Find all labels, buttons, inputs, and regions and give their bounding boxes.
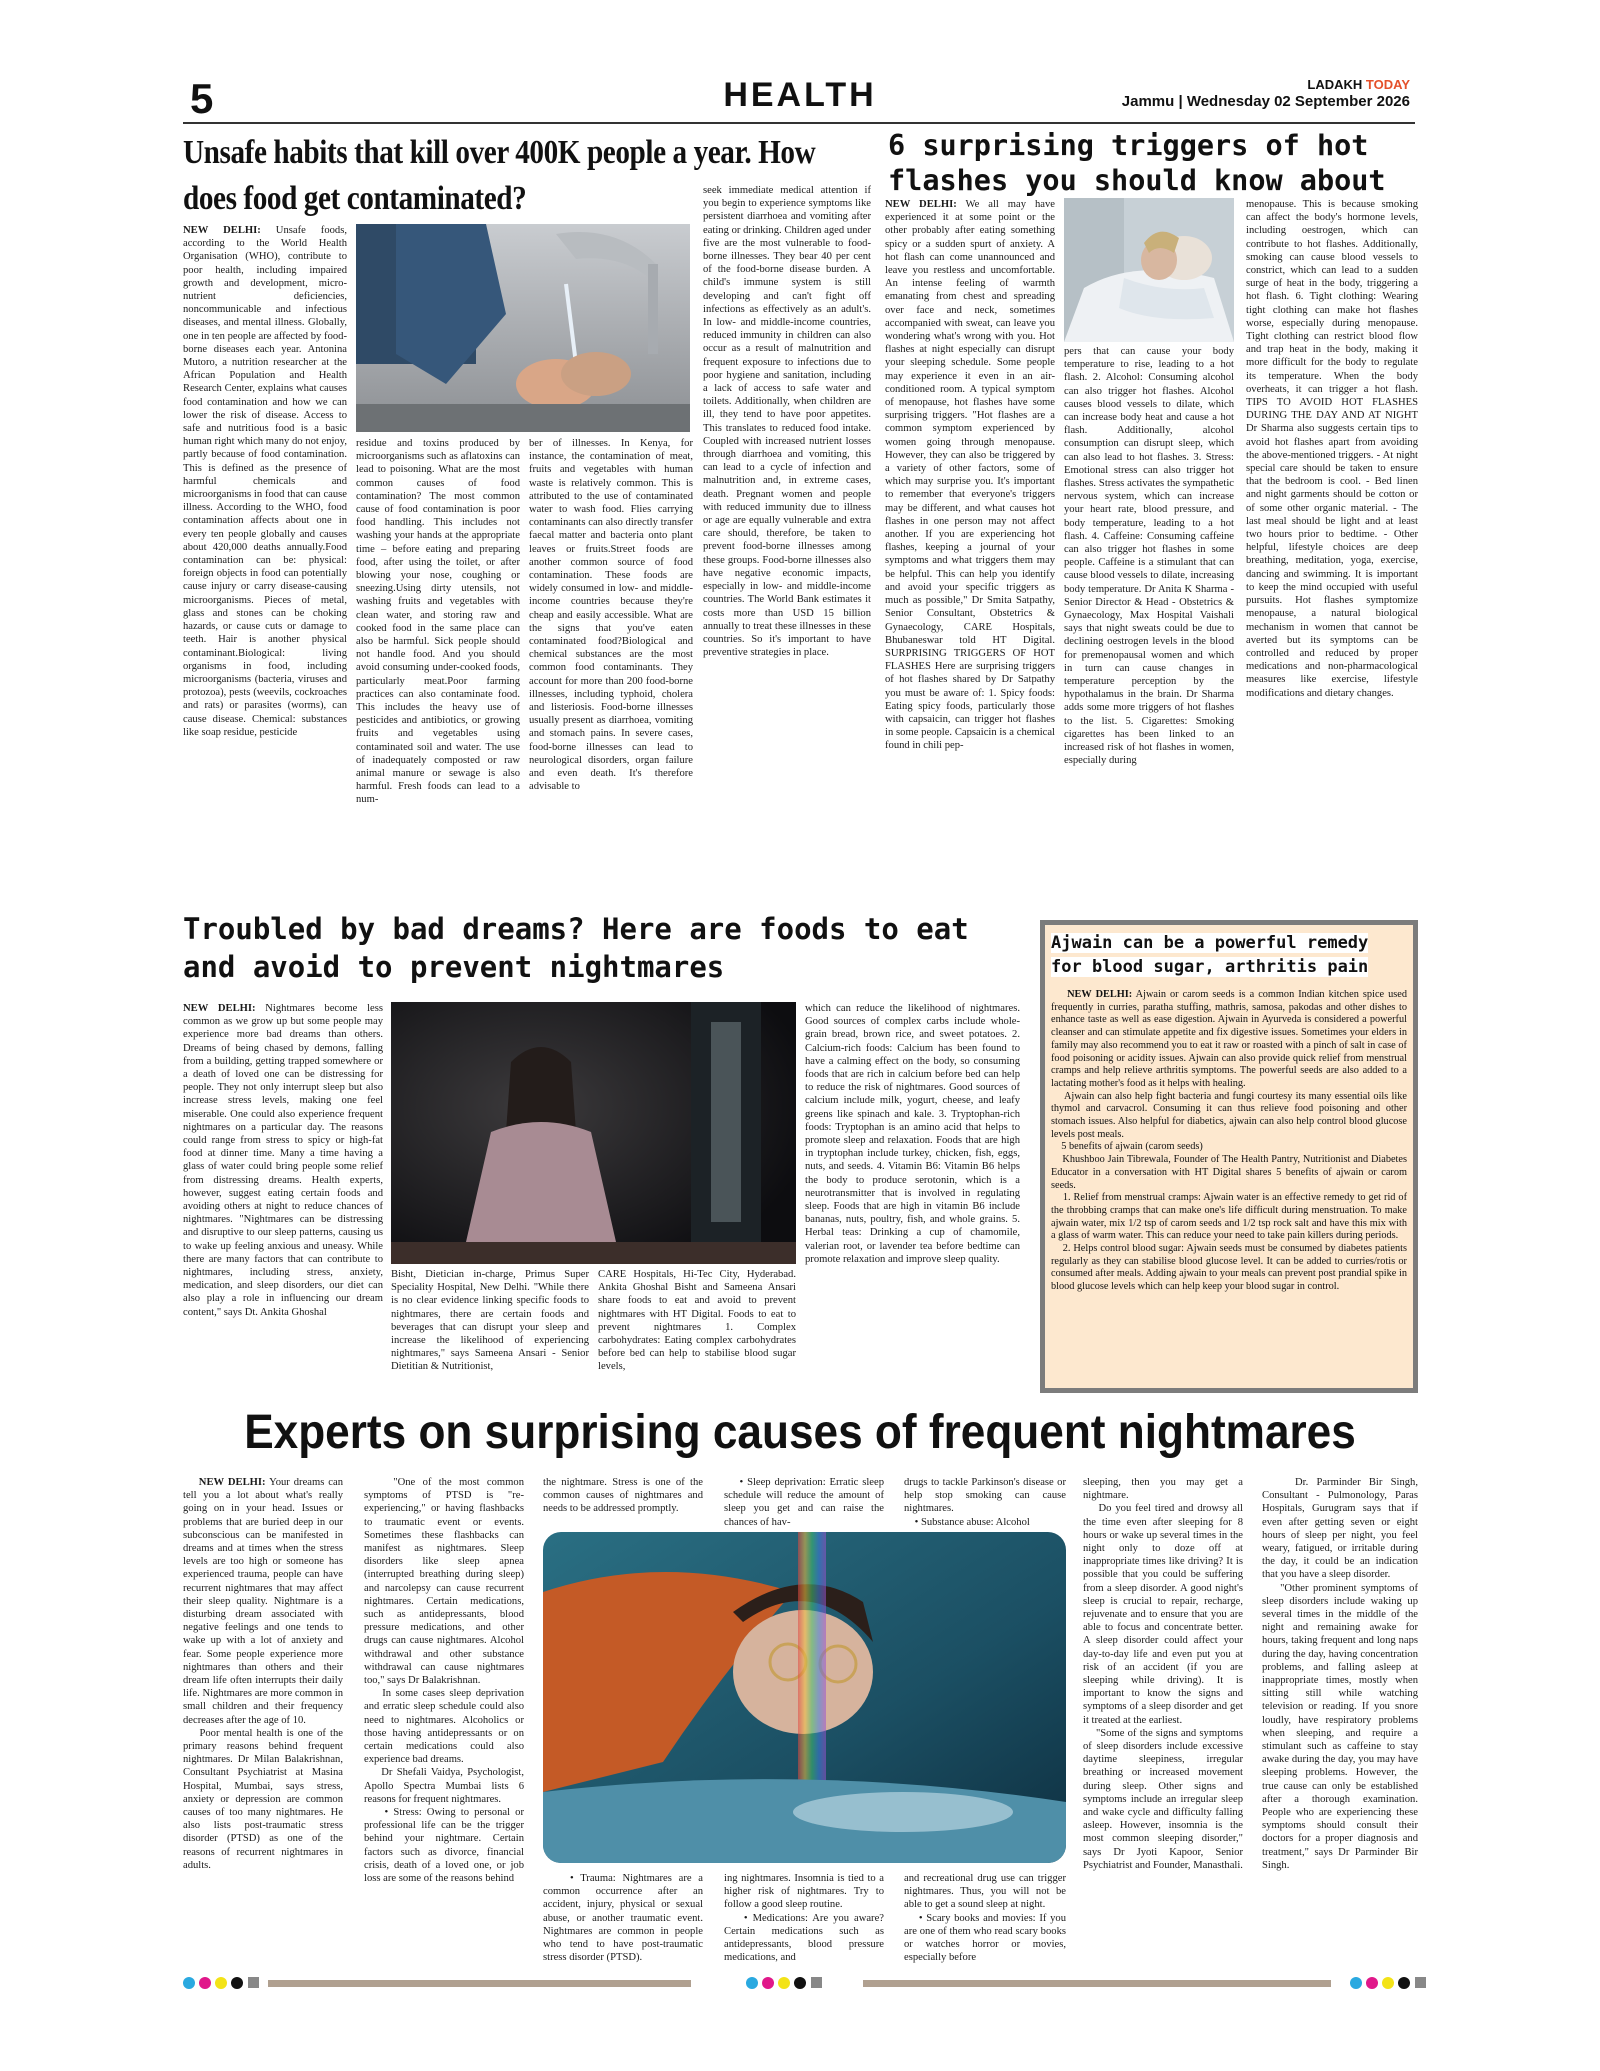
article3-headline: Troubled by bad dreams? Here are foods to eat and avoid to prevent nightmares <box>183 912 969 984</box>
registration-dot <box>794 1977 806 1989</box>
registration-dot <box>231 1977 243 1989</box>
article2-headline: 6 surprising triggers of hot flashes you should know about <box>888 129 1386 197</box>
registration-dot <box>746 1977 758 1989</box>
registration-square <box>248 1977 259 1988</box>
article4-headline: Experts on surprising causes of frequent nightmares <box>244 1406 1356 1459</box>
article4-col3b: • Trauma: Nightmares are a common occurrence after an accident, injury, physical or sexual abuse, or another traumatic event. Nightmares are common in people who tend to have post-traumatic stress disorder (PTSD). <box>543 1873 703 1964</box>
header-rule <box>183 122 1415 124</box>
registration-dot <box>1382 1977 1394 1989</box>
registration-dot <box>778 1977 790 1989</box>
article2-photo <box>1064 198 1234 342</box>
brand-logo <box>1122 76 1410 93</box>
masthead <box>1122 76 1410 110</box>
article4-col2: "One of the most common symptoms of PTSD is "re-experiencing," or having flashbacks to traumatic event or events. Sometimes these flashbacks can manifest as nightmares. Sleep disorders like sleep apnea (interrupted breathing during sleep) and narcolepsy can cause recurrent nightmares. Certain medications, such as antidepressants, blood pressure medications, and other drugs can cause nightmares. Alcohol withdrawal and other substance withdrawal can cause nightmares too," says Dr Balakrishnan. In some cases sleep deprivation and erratic sleep schedule could also need to nightmares. Alcoholics or those having antidepressants or on certain medications could also experience bad dreams. Dr Shefali Vaidya, Psychologist, Apollo Spectra Mumbai lists 6 reasons for frequent nightmares. • Stress: Owing to personal or professional life can be the trigger behind your nightmare. Certain factors such as divorce, financial crisis, death of a loved one, or job loss are some of the reasons behind <box>364 1477 524 1885</box>
article1-col1: NEW DELHI: Unsafe foods, according to the World Health Organisation (WHO), contribute to poor health, including impaired growth and development, micro-nutrient deficiencies, noncommunicable and infectious diseases, and mental illness. Globally, one in ten people are affected by food-borne diseases each year. Antonina Mutoro, a nutrition researcher at the African Population and Health Research Center, explains what causes food contamination and how we can lower the risk of disease. Access to safe and nutritious food is a basic human right which many do not enjoy, partly because of food contamination. This is defined as the presence of harmful chemicals and microorganisms in food that can cause illness. According to the WHO, food contamination affects about one in every ten people globally and causes about 420,000 deaths annually.Food contamination can be: physical: foreign objects in food can potentially cause injury or carry disease-causing microorganisms. Pieces of metal, glass and stones can be choking hazards, or cause cuts or damage to teeth. Hair is another physical contaminant.Biological: living organisms in food, including microorganisms (bacteria, viruses and protozoa), pests (weevils, cockroaches and rats) or parasites (worms), can cause disease. Chemical: substances like soap residue, pesticide <box>183 225 347 738</box>
brand-name: LADAKH <box>1307 77 1363 92</box>
article4-col7: Dr. Parminder Bir Singh, Consultant - Pulmonology, Paras Hospitals, Gurugram says that if even after getting seven or eight hours of sleep per night, you feel weary, fatigued, or irritable during the day, it could be an indication that you have a sleep disorder. "Other prominent symptoms of sleep disorders include waking up several times in the middle of the night and remaining awake for hours, taking frequent and long naps during the day, having concentration problems, and falling asleep at inappropriate times, mostly when sitting still while watching television or reading. If you snore loudly, have respiratory problems when sleeping, and require a stimulant such as caffeine to stay awake during the day, you may have sleeping problems. However, the true cause can only be established after a thorough examination. People who are experiencing these symptoms should consult their doctors for a proper diagnosis and treatment," says Dr Parminder Bir Singh. <box>1262 1477 1418 1871</box>
brand-accent: TODAY <box>1365 77 1410 92</box>
registration-dot <box>199 1977 211 1989</box>
article3-col2: Bisht, Dietician in-charge, Primus Super Speciality Hospital, New Delhi. "While there is no clear evidence linking specific foods to nightmares, there are certain foods and beverages that can disrupt your sleep and increase the likelihood of experiencing nightmares," says Sameena Ansari - Senior Dietitian & Nutritionist, <box>391 1269 589 1373</box>
registration-dot <box>1366 1977 1378 1989</box>
article3-photo <box>391 1002 796 1264</box>
footer-bar-left <box>268 1980 691 1987</box>
article4-col4b: ing nightmares. Insomnia is tied to a higher risk of nightmares. Try to follow a good sleep routine. • Medications: Are you aware? Certain medications such as antidepressants, blood pressure medications, and <box>724 1873 884 1964</box>
ajwain-box-body: NEW DELHI: Ajwain or carom seeds is a common Indian kitchen spice used frequently in curries, paratha stuffing, mathris, samosa, pakodas and other dishes to enhance taste as well as ease digestion. Ajwain in Ayurveda is considered a powerful cleanser and can stimulate appetite and fix digestive issues. Sometimes your elders in family may also recommend you to eat it raw or roasted with a pinch of salt in case of food poisoning or acidity issues. Ajwain can also provide quick relief from menstrual cramps and help relieve arthritis symptoms. The powerful seeds are also added to a lactating mother's food as it helps with healing. Ajwain can also help fight bacteria and fungi courtesy its many essential oils like thymol and carvacrol. Consuming it can thus relieve food poisoning and other stomach issues. Also helpful for diabetics, ajwain can also help control blood glucose levels post meals. 5 benefits of ajwain (carom seeds) Khushboo Jain Tibrewala, Founder of The Health Pantry, Nutritionist and Diabetes Educator in a conversation with HT Digital shares 5 benefits of ajwain or carom seeds. 1. Relief from menstrual cramps: Ajwain water is an effective remedy to get rid of the throbbing cramps that can make one's life difficult during menstruation. To make ajwain water, mix 1/2 tsp of carom seeds and 1/2 tsp rock salt and have this mix with a glass of warm water. This can reduce your need to take pain killers during periods. 2. Helps control blood sugar: Ajwain seeds must be consumed by diabetes patients regularly as they can stabilise blood glucose level. It can be added to curries/rotis or consumed after meals. Adding ajwain to your meals can prevent post prandial spike in blood glucose levels which can help keep your blood sugar in control. <box>1051 989 1407 1293</box>
article4-col3a: the nightmare. Stress is one of the common causes of nightmares and needs to be addressed promptly. <box>543 1477 703 1515</box>
article4-col1: NEW DELHI: Your dreams can tell you a lot about what's really going on in your head. Issues or problems that are buried deep in our subconscious can be manifested in dreams and at times when the stress levels are too high or someone has experienced trauma, people can have recurrent nightmares that may affect their sleep quality. Nightmare is a disturbing dream associated with negative feelings and one tends to wake up with a lot of anxiety and fear. Some people experience more nightmares than others and their dream life often interrupts their daily life. Nightmares are more common in small children and their frequency decreases after the age of 10. Poor mental health is one of the primary reasons behind frequent nightmares. Dr Milan Balakrishnan, Consultant Psychiatrist at Masina Hospital, Mumbai, says stress, anxiety or depression are common causes of too many nightmares. He also lists post-traumatic stress disorder (PTSD) as one of the reasons of recurrent nightmares in adults. <box>183 1477 343 1871</box>
dateline: Jammu | Wednesday 02 September 2026 <box>1121 93 1410 110</box>
article4-col6: sleeping, then you may get a nightmare. Do you feel tired and drowsy all the time even after sleeping for 8 hours or wake up several times in the night only to doze off at inappropriate times like driving? It is possible that you could be suffering from a sleep disorder. A good night's sleep is crucial to repair, recharge, rejuvenate and to ensure that you are able to focus and concentrate better. A sleep disorder could affect your day-to-day life and even put you at risk of an accident (if you are sleeping while driving). It is important to know the signs and symptoms of a sleep disorder and get it treated at the earliest. "Some of the signs and symptoms of sleep disorders include excessive daytime sleepiness, irregular breathing or increased movement during sleep. Other signs and symptoms include an irregular sleep and wake cycle and difficulty falling asleep. However, insomnia is the most common sleeping disorder," says Dr Jyoti Kapoor, Senior Psychiatrist and Founder, Manasthali. <box>1083 1477 1243 1871</box>
registration-dot <box>183 1977 195 1989</box>
registration-square <box>811 1977 822 1988</box>
article1-col2: residue and toxins produced by microorganisms such as aflatoxins can lead to poisoning. What are the most common causes of food contamination? The most common cause of food contamination is poor food handling. This includes not washing your hands at the appropriate time – before eating and preparing food, after using the toilet, or after blowing your nose, coughing or sneezing.Using dirty utensils, not washing fruits and vegetables with clean water, and storing raw and cooked food in the same place can also be harmful. Sick people should not handle food. And you should avoid consuming under-cooked foods, particularly meat.Poor farming practices can also contaminate food. This includes the heavy use of pesticides and antibiotics, or growing fruits and vegetables using contaminated soil and water. The use of inadequately composted or raw animal manure or sewage is also harmful. Fresh foods can lead to a num- <box>356 438 520 806</box>
article1-col3: ber of illnesses. In Kenya, for instance, the contamination of meat, fruits and vegetables with human waste is relatively common. This is attributed to the use of contaminated water to wash food. Flies carrying contaminants can also directly transfer faecal matter and bacteria onto plant leaves or fruits.Street foods are another common source of food contamination. These foods are widely consumed in low- and middle-income countries because they're cheap and easily accessible. What are the signs that you've eaten contaminated food?Biological and chemical substances are the most common food contaminants. They account for more than 200 food-borne illnesses, including typhoid, cholera and listeriosis. Food-borne illnesses usually present as diarrhoea, vomiting and stomach pains. In severe cases, food-borne illnesses can lead to neurological disorders, organ failure and even death. It's therefore advisable to <box>529 438 693 793</box>
article3-col4: which can reduce the likelihood of nightmares. Good sources of complex carbs include whole-grain bread, brown rice, and sweet potatoes. 2. Calcium-rich foods: Calcium has been found to have a calming effect on the body, so consuming foods that are rich in calcium before bed can help to reduce the risk of nightmares. Good sources of calcium include milk, yogurt, cheese, and leafy greens like spinach and kale. 3. Tryptophan-rich foods: Tryptophan is an amino acid that helps to promote sleep and relaxation. Foods that are high in tryptophan include turkey, chicken, fish, eggs, nuts, and seeds. 4. Vitamin B6: Vitamin B6 helps the body to produce serotonin, which is a neurotransmitter that is involved in regulating sleep. Foods that are high in vitamin B6 include bananas, nuts, poultry, fish, and whole grains. 5. Herbal teas: Drinking a cup of chamomile, valerian root, or lavender tea before bedtime can promote relaxation and improve sleep quality. <box>805 1003 1020 1265</box>
article4-col5a: drugs to tackle Parkinson's disease or help stop smoking can cause nightmares. • Substance abuse: Alcohol <box>904 1477 1066 1528</box>
registration-dot <box>1350 1977 1362 1989</box>
article4-col4a: • Sleep deprivation: Erratic sleep schedule will reduce the amount of sleep you get and can raise the chances of hav- <box>724 1477 884 1528</box>
article3-col3: CARE Hospitals, Hi-Tec City, Hyderabad. Ankita Ghoshal Bisht and Sameena Ansari share foods to eat and avoid to prevent nightmares with HT Digital. Foods to eat to prevent nightmares 1. Complex carbohydrates: Eating complex carbohydrates before bed can help to stabilise blood sugar levels, <box>598 1269 796 1373</box>
article2-col1: NEW DELHI: We all may have experienced it at some point or the other probably after eating something spicy or a sudden spurt of anxiety. A hot flash can come unannounced and leave you restless and uncomfortable. An intense feeling of warmth emanating from chest and spreading over face and neck, sometimes accompanied with sweat, can leave you wondering what's wrong with you. Hot flashes at night especially can disrupt your sleeping schedule. Some people may experience it even in an air-conditioned room. A typical symptom of menopause, hot flashes have some surprising triggers. "Hot flashes are a common symptom experienced by women going through menopause. However, they can also be triggered by a variety of other factors, some of which may surprise you. It's important to remember that everyone's triggers may be different, and what causes hot flashes in one person may not affect another. If you are experiencing hot flashes, keeping a journal of your symptoms and what triggers them may be helpful. This can help you identify and avoid your specific triggers as much as possible," Dr Smita Satpathy, Senior Consultant, Obstetrics & Gynaecology, CARE Hospitals, Bhubaneswar told HT Digital. SURPRISING TRIGGERS OF HOT FLASHES Here are surprising triggers of hot flashes shared by Dr Satpathy you must be aware of: 1. Spicy foods: Eating spicy foods, particularly those with capsaicin, can trigger hot flashes in some people. Capsaicin is a chemical found in chili pep- <box>885 199 1055 752</box>
section-title: HEALTH <box>723 76 877 114</box>
footer-bar-right <box>863 1980 1331 1987</box>
article4-photo <box>543 1532 1066 1863</box>
page-number: 5 <box>190 75 214 122</box>
registration-dot <box>762 1977 774 1989</box>
article4-col5b: and recreational drug use can trigger nightmares. Thus, you will not be able to get a sound sleep at night. • Scary books and movies: If you are one of them who read scary books or watches horror or movies, especially before <box>904 1873 1066 1964</box>
article2-col2: pers that can cause your body temperature to rise, leading to a hot flash. 2. Alcohol: Consuming alcohol can also trigger hot flashes. Alcohol causes blood vessels to dilate, which can increase body heat and cause a hot flash. Additionally, alcohol consumption can disrupt sleep, which can also lead to hot flashes. 3. Stress: Emotional stress can also trigger hot flashes. Stress activates the sympathetic nervous system, which can increase your heart rate, blood pressure, and body temperature, leading to a hot flash. 4. Caffeine: Consuming caffeine can also trigger hot flashes in some people. Caffeine is a stimulant that can cause blood vessels to dilate, increasing body temperature. Dr Anita K Sharma - Senior Director & Head - Obstetrics & Gynaecology, Max Hospital Vaishali says that night sweats could be due to declining oestrogen levels in the blood for premenopausal women and which in turn can cause changes in temperature perception by the hypothalamus in the brain. Dr Sharma adds some more triggers of hot flashes to the list. 5. Cigarettes: Smoking cigarettes has been linked to an increased risk of hot flashes in women, especially during <box>1064 346 1234 767</box>
article3-col1: NEW DELHI: Nightmares become less common as we grow up but some people may experience more bad dreams than others. Dreams of being chased by demons, falling from a building, getting trapped somewhere or a death of loved one can be distressing for people. They not only interrupt sleep but also increase stress levels, making one feel miserable. One could also experience frequent nightmares on a particular day. The reasons could range from stress to spicy or high-fat food at dinner time. Many a time having a glass of water could bring people some relief from distressing dreams. Health experts, however, suggest eating certain foods and avoiding others at night to reduce chances of nightmares. "Nightmares can be distressing and disruptive to our sleep patterns, causing us to wake up feeling anxious and uneasy. While there are many factors that can contribute to nightmares, including stress, anxiety, medication, and sleep disorders, our diet can also play a role in influencing our dream content," says Dt. Ankita Ghoshal <box>183 1003 383 1318</box>
article1-headline: Unsafe habits that kill over 400K people a year. How does food get contaminated? <box>183 134 816 217</box>
article1-photo <box>356 224 690 432</box>
ajwain-box-title: Ajwain can be a powerful remedy for blood sugar, arthritis pain <box>1051 933 1369 977</box>
ajwain-box <box>1040 920 1418 1393</box>
article2-col3: menopause. This is because smoking can affect the body's hormone levels, including oestrogen, which can contribute to hot flashes. Additionally, smoking can cause blood vessels to constrict, which can lead to a sudden surge of heat in the body, triggering a hot flash. 6. Tight clothing: Wearing tight clothing can make hot flashes worse, especially during menopause. Tight clothing can restrict blood flow and trap heat in the body, making it more difficult for the body to regulate its temperature. When the body overheats, it can trigger a hot flash. TIPS TO AVOID HOT FLASHES DURING THE DAY AND AT NIGHT Dr Sharma also suggests certain tips to avoid hot flashes apart from avoiding the above-mentioned triggers. - At night special care should be taken to ensure that the bedroom is cool. - Bed linen and night garments should be cotton or of some other organic material. - The last meal should be light and at least two hours prior to bedtime. - Other helpful, lifestyle choices are deep breathing, meditation, yoga, exercise, dancing and swimming. It is important to keep the mind occupied with useful pursuits. Hot flashes symptomize menopause, a natural biological mechanism in women that cannot be averted but its symptoms can be controlled and reduced by proper medications and non-pharmacological measures like exercise, lifestyle modifications and dietary changes. <box>1246 199 1418 699</box>
registration-square <box>1415 1977 1426 1988</box>
registration-dot <box>1398 1977 1410 1989</box>
article1-col4: seek immediate medical attention if you begin to experience symptoms like persistent diarrhoea and vomiting after eating or drinking. Children aged under five are the most vulnerable to food-borne illnesses. They bear 40 per cent of the food-borne disease burden. A child's immune system is still developing and can't fight off infections as effectively as an adult's. In low- and middle-income countries, reduced immunity in children can also occur as a result of malnutrition and frequent exposure to infections due to poor hygiene and sanitation, including a lack of access to safe water and toilets. Additionally, when children are ill, they tend to have poor appetites. This translates to reduced food intake. Coupled with increased nutrient losses through diarrhoea and vomiting, this can lead to a cycle of infection and malnutrition and, in extreme cases, death. Pregnant women and people with reduced immunity due to illness or age are equally vulnerable and extra care should, therefore, be taken to prevent food-borne illnesses among these groups. Food-borne illnesses also have negative economic impacts, especially in low- and middle-income countries. The World Bank estimates it costs more than USD 15 billion annually to treat these illnesses in these countries. So it's important to have preventive strategies in place. <box>703 185 871 659</box>
registration-dot <box>215 1977 227 1989</box>
